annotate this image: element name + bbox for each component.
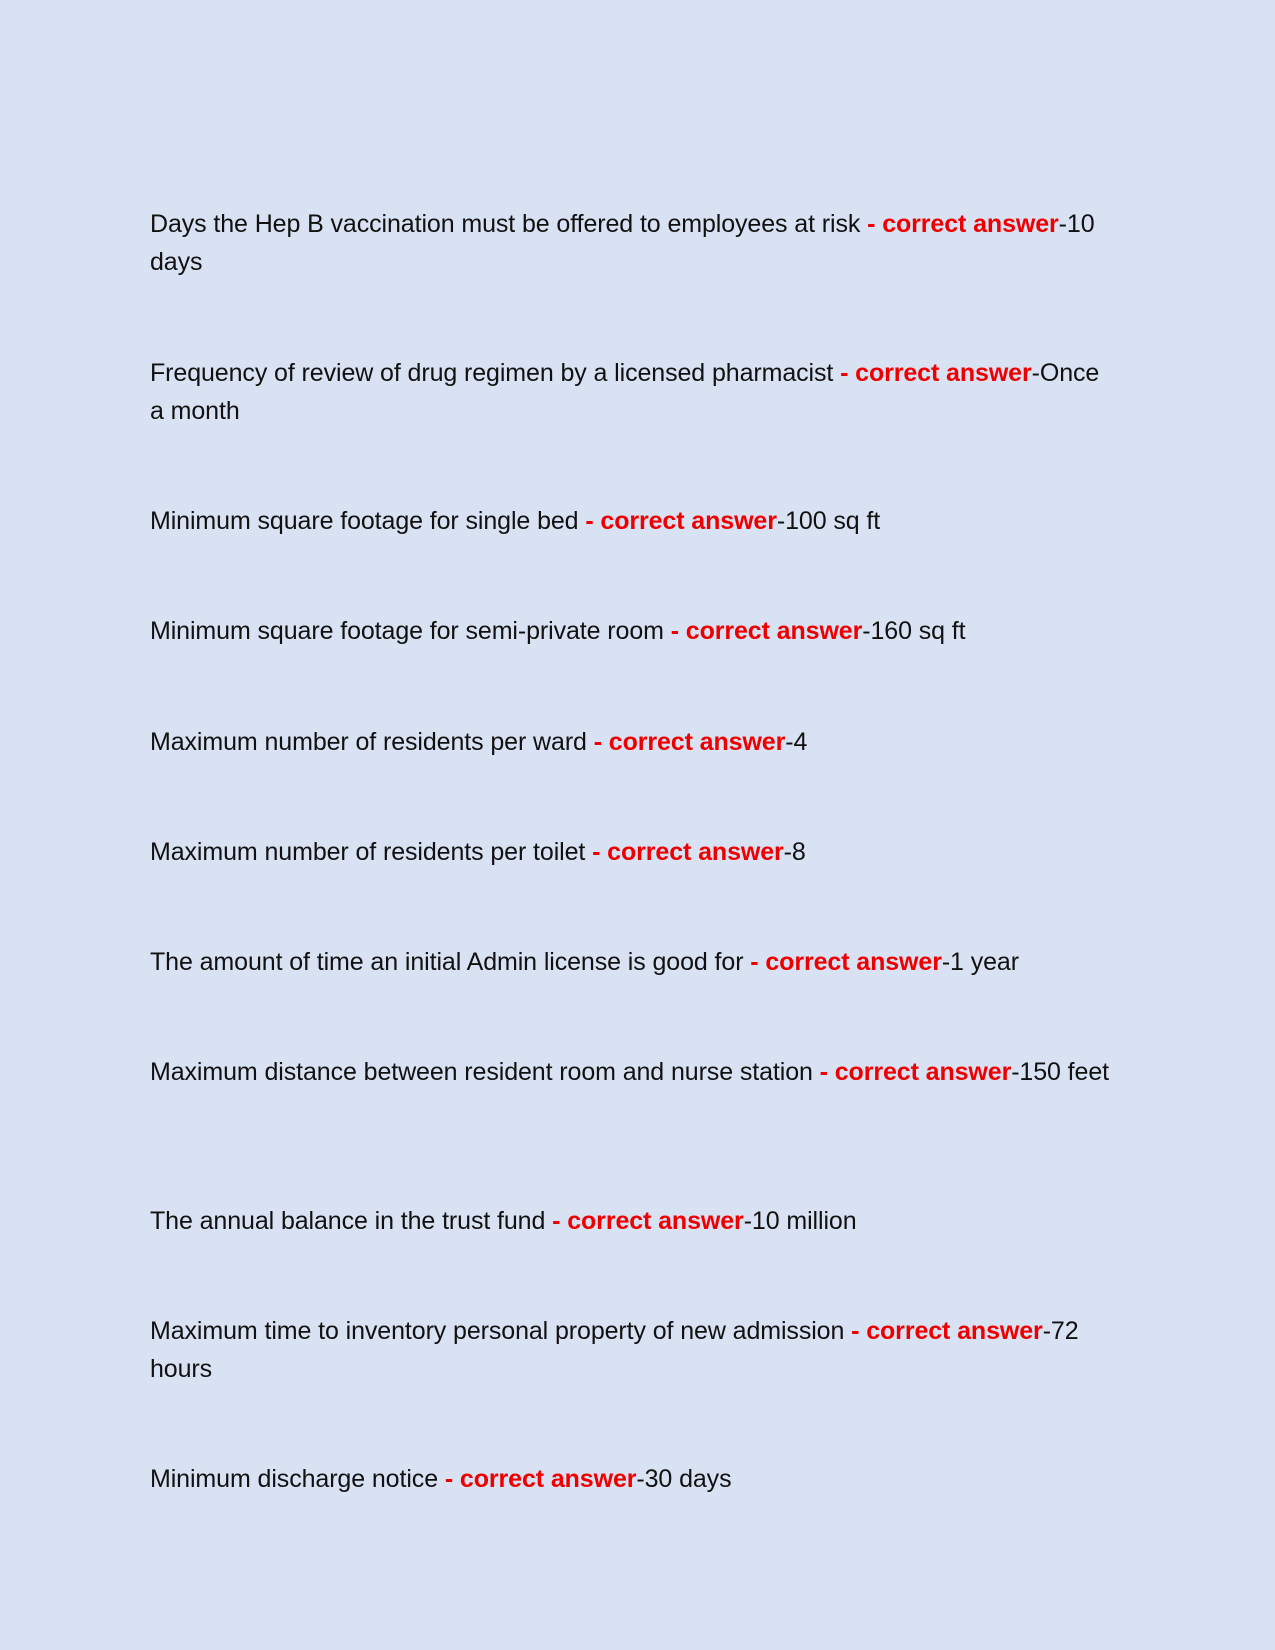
answer-text: -10 million: [743, 1207, 857, 1235]
qa-item: [150, 502, 1110, 540]
question-text: The annual balance in the trust fund: [150, 1207, 553, 1235]
answer-text: -8: [783, 838, 806, 866]
answer-text: -160 sq ft: [862, 617, 966, 645]
correct-answer-marker: - correct answer: [867, 210, 1059, 238]
correct-answer-marker: - correct answer: [552, 1207, 744, 1235]
qa-item: [150, 1202, 1110, 1240]
qa-item: [150, 612, 1110, 650]
correct-answer-marker: - correct answer: [750, 948, 942, 976]
answer-text: -150 feet: [1011, 1058, 1109, 1086]
answer-text: -1 year: [941, 948, 1019, 976]
question-text: Minimum square footage for semi-private room: [150, 617, 671, 645]
answer-text: -10 days: [150, 210, 1095, 276]
answer-text: -72 hours: [150, 1317, 1079, 1383]
question-text: Days the Hep B vaccination must be offered to employees at risk: [150, 210, 868, 238]
correct-answer-marker: - correct answer: [444, 1465, 637, 1493]
correct-answer-marker: - correct answer: [592, 838, 784, 866]
correct-answer-marker: - correct answer: [593, 728, 786, 756]
answer-text: -100 sq ft: [776, 507, 881, 535]
qa-item: [150, 943, 1110, 981]
correct-answer-marker: - correct answer: [819, 1058, 1012, 1086]
correct-answer-marker: - correct answer: [670, 617, 863, 645]
question-text: The amount of time an initial Admin license is good for: [150, 948, 751, 976]
question-text: Minimum discharge notice: [150, 1465, 445, 1493]
correct-answer-marker: - correct answer: [851, 1317, 1043, 1345]
question-text: Frequency of review of drug regimen by a licensed pharmacist: [150, 359, 841, 387]
answer-text: -4: [785, 728, 808, 756]
answer-text: -Once a month: [150, 359, 1100, 425]
correct-answer-marker: - correct answer: [840, 359, 1032, 387]
question-text: Maximum distance between resident room and nurse station: [150, 1058, 820, 1086]
qa-item: [150, 1460, 1110, 1498]
qa-item: [150, 205, 1110, 281]
correct-answer-marker: - correct answer: [585, 507, 777, 535]
qa-item: [150, 833, 1110, 871]
qa-item: [150, 723, 1110, 761]
question-text: Minimum square footage for single bed: [150, 507, 586, 535]
question-text: Maximum number of residents per ward: [150, 728, 594, 756]
question-text: Maximum number of residents per toilet: [150, 838, 593, 866]
qa-item: [150, 1312, 1110, 1388]
qa-item: [150, 354, 1110, 430]
qa-item: [150, 1053, 1110, 1091]
question-text: Maximum time to inventory personal property of new admission: [150, 1317, 852, 1345]
answer-text: -30 days: [636, 1465, 732, 1493]
